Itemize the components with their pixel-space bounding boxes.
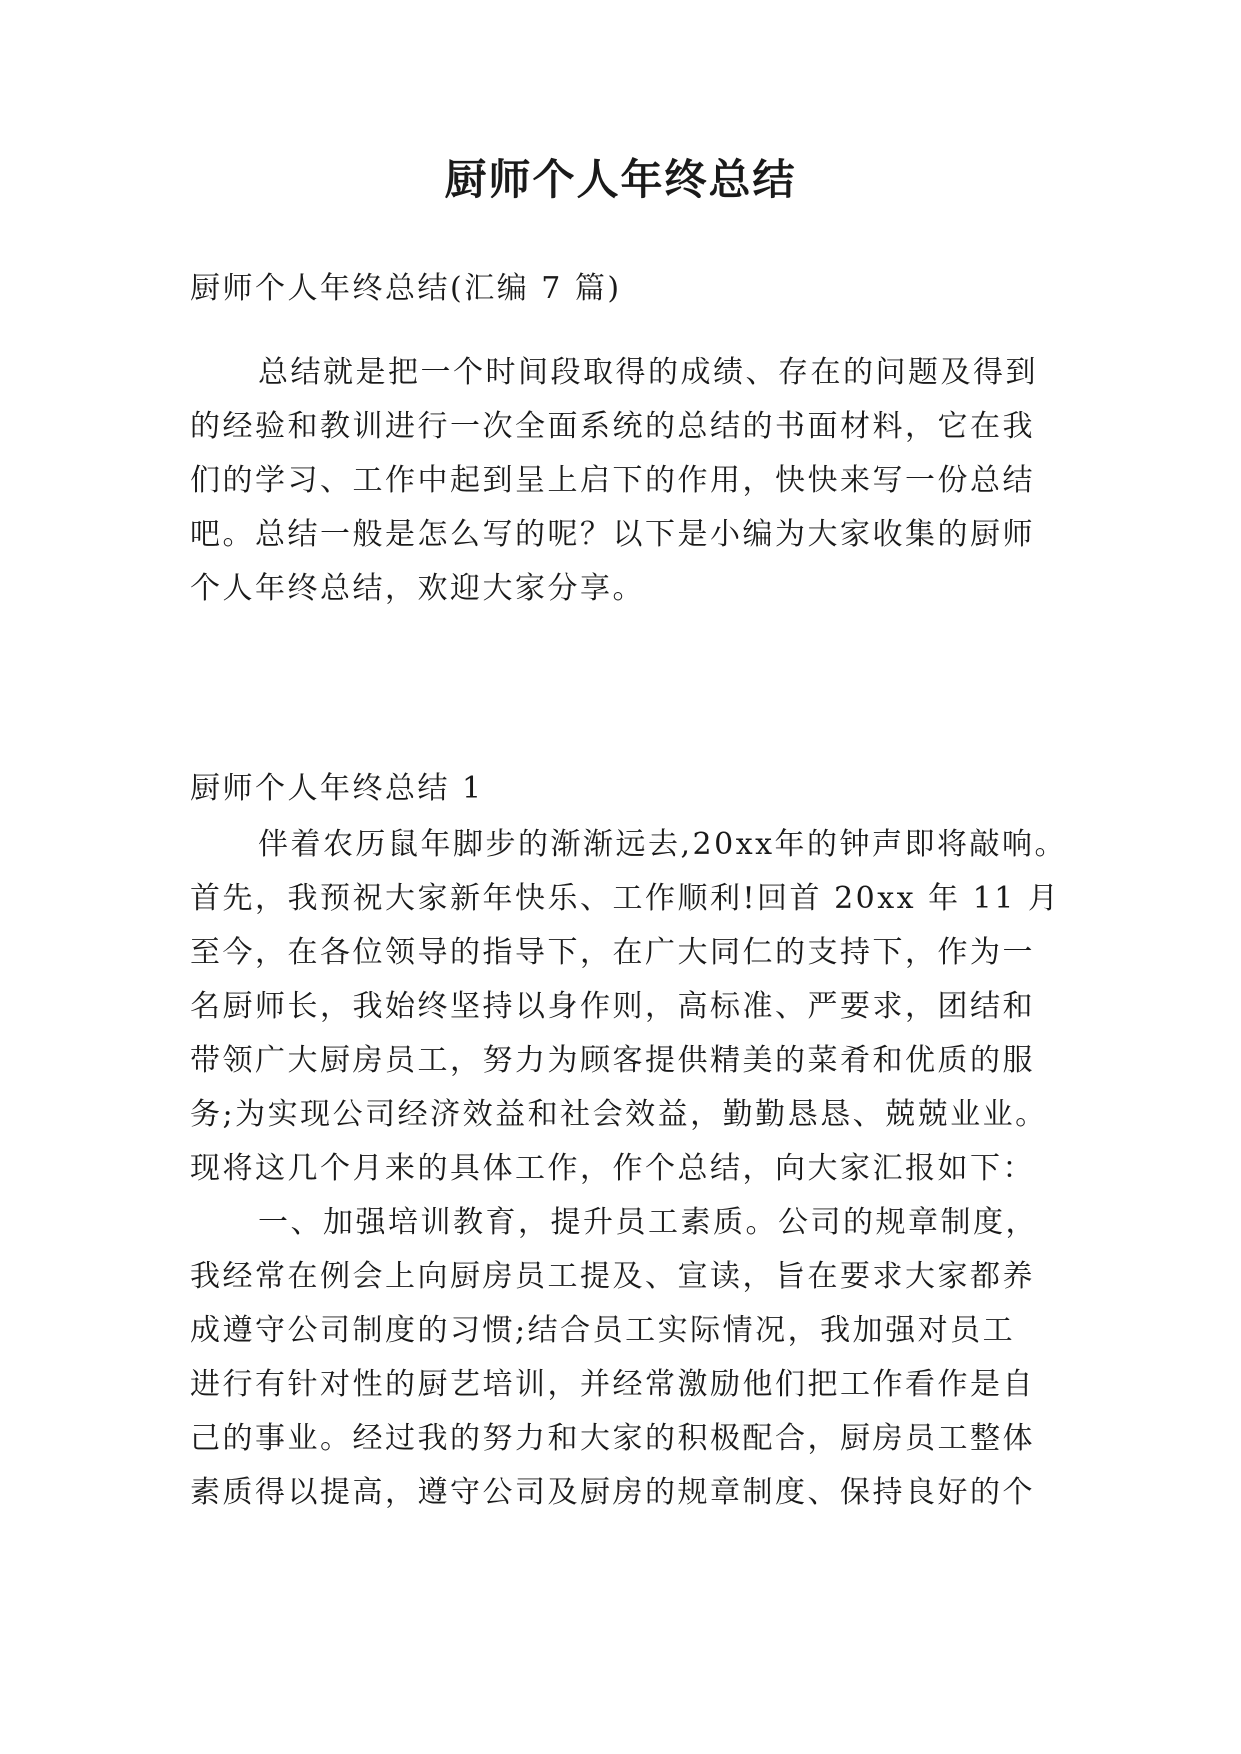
intro-line: 个人年终总结，欢迎大家分享。 bbox=[190, 571, 645, 606]
section-line: 进行有针对性的厨艺培训，并经常激励他们把工作看作是自 bbox=[190, 1367, 1035, 1402]
intro-line: 们的学习、工作中起到呈上启下的作用，快快来写一份总结 bbox=[190, 463, 1035, 498]
section-line: 名厨师长，我始终坚持以身作则，高标准、严要求，团结和 bbox=[190, 989, 1035, 1024]
section-line: 一、加强培训教育，提升员工素质。公司的规章制度， bbox=[258, 1205, 1038, 1240]
intro-line: 总结就是把一个时间段取得的成绩、存在的问题及得到 bbox=[258, 355, 1038, 390]
intro-line: 的经验和教训进行一次全面系统的总结的书面材料，它在我 bbox=[190, 409, 1035, 444]
document-subtitle: 厨师个人年终总结(汇编 7 篇) bbox=[190, 271, 622, 306]
section-line: 务;为实现公司经济效益和社会效益，勤勤恳恳、兢兢业业。 bbox=[190, 1097, 1048, 1132]
section-line: 伴着农历鼠年脚步的渐渐远去,20xx年的钟声即将敲响。 bbox=[258, 827, 1068, 862]
section-line: 带领广大厨房员工，努力为顾客提供精美的菜肴和优质的服 bbox=[190, 1043, 1035, 1078]
intro-line: 吧。总结一般是怎么写的呢？以下是小编为大家收集的厨师 bbox=[190, 517, 1035, 552]
section-body bbox=[190, 818, 1068, 1520]
section-heading: 厨师个人年终总结 1 bbox=[190, 771, 484, 806]
section-line: 我经常在例会上向厨房员工提及、宣读，旨在要求大家都养 bbox=[190, 1259, 1035, 1294]
section-line: 首先，我预祝大家新年快乐、工作顺利!回首 20xx 年 11 月 bbox=[190, 881, 1061, 916]
section-line: 己的事业。经过我的努力和大家的积极配合，厨房员工整体 bbox=[190, 1421, 1035, 1456]
document-title: 厨师个人年终总结 bbox=[444, 155, 797, 204]
section-line: 至今，在各位领导的指导下，在广大同仁的支持下，作为一 bbox=[190, 935, 1035, 970]
intro-paragraph bbox=[190, 346, 1050, 616]
section-line: 成遵守公司制度的习惯;结合员工实际情况，我加强对员工 bbox=[190, 1313, 1016, 1348]
section-line: 素质得以提高，遵守公司及厨房的规章制度、保持良好的个 bbox=[190, 1475, 1035, 1510]
section-line: 现将这几个月来的具体工作，作个总结，向大家汇报如下： bbox=[190, 1151, 1035, 1186]
